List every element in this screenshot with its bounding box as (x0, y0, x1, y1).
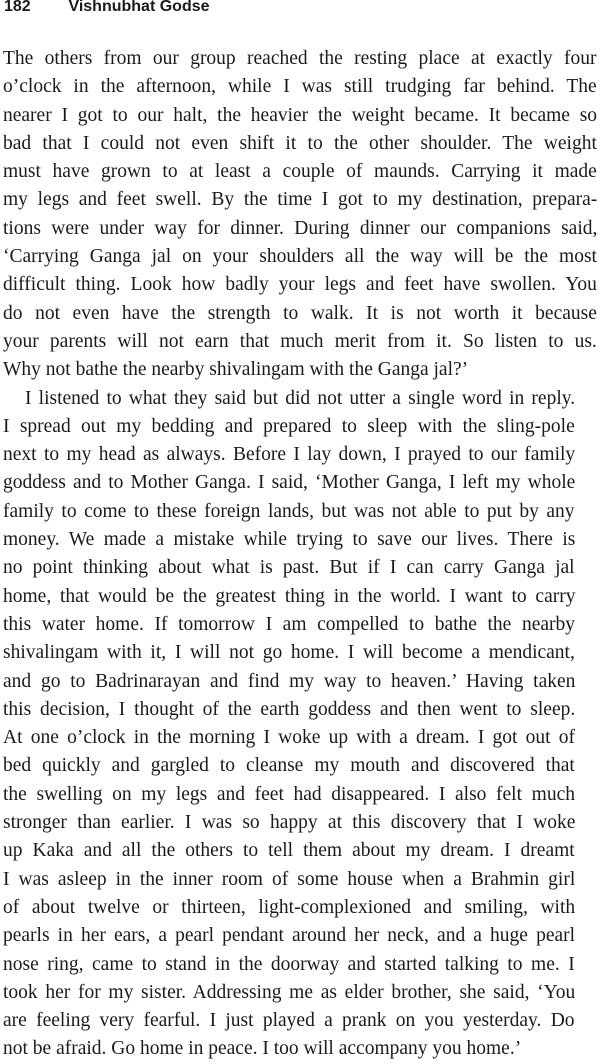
text-line: stronger than earlier. I was so happy at this discovery that I woke (3, 812, 576, 834)
text-line: of about twelve or thirteen, light-complexioned and smiling, with (3, 896, 576, 918)
text-line: home, that would be the greatest thing in the world. I want to carry (3, 585, 576, 607)
text-line: next to my head as always. Before I lay down, I prayed to our family (3, 444, 576, 466)
running-head-author: Vishnubhat Godse (68, 0, 210, 15)
text-line: I listened to what they said but did not utter a single word in reply. (25, 387, 576, 409)
text-line: up Kaka and all the others to tell them about my dream. I dreamt (3, 840, 575, 862)
paragraph-1 (3, 45, 597, 385)
running-head (4, 0, 210, 17)
text-line: I was asleep in the inner room of some house when a Brahmin girl (3, 868, 576, 890)
text-line: not be afraid. Go home in peace. I too will accompany you home.’ (3, 1038, 522, 1060)
text-line: tions were under way for dinner. During dinner our companions said, (3, 217, 597, 239)
text-line: The others from our group reached the resting place at exactly four (3, 48, 597, 69)
body-text (3, 45, 597, 1064)
text-line: bad that I could not even shift it to the other shoulder. The weight (3, 132, 597, 154)
text-line: are feeling very fearful. I just played a prank on you yesterday. Do (3, 1010, 575, 1032)
text-line: shivalingam with it, I will not go home. I will become a mendicant, (3, 642, 575, 664)
paragraph-2 (3, 385, 597, 1064)
text-line: no point thinking about what is past. But if I can carry Ganga jal (3, 557, 575, 579)
text-line: Why not bathe the nearby shivalingam with the Ganga jal?’ (3, 359, 469, 381)
text-line: this water home. If tomorrow I am compelled to bathe the nearby (3, 613, 575, 635)
text-line: nearer I got to our halt, the heavier the weight became. It became so (3, 104, 597, 126)
text-line: took her for my sister. Addressing me as elder brother, she said, ‘You (3, 981, 576, 1003)
text-line: the swelling on my legs and feet had disappeared. I also felt much (3, 783, 575, 805)
text-line: family to come to these foreign lands, but was not able to put by any (3, 500, 575, 522)
text-line: goddess and to Mother Ganga. I said, ‘Mother Ganga, I left my whole (3, 472, 576, 494)
text-line: difficult thing. Look how badly your legs and feet have swollen. You (3, 274, 597, 296)
text-line: and go to Badrinarayan and find my way to heaven.’ Having taken (3, 670, 576, 692)
text-line: my legs and feet swell. By the time I got to my destination, prepara- (3, 189, 597, 211)
text-line: ‘Carrying Ganga jal on your shoulders all the way will be the most (3, 246, 597, 268)
text-line: o’clock in the afternoon, while I was still trudging far behind. The (3, 76, 597, 98)
text-line: At one o’clock in the morning I woke up with a dream. I got out of (3, 727, 576, 749)
text-line: money. We made a mistake while trying to save our lives. There is (3, 529, 576, 551)
text-line: do not even have the strength to walk. It is not worth it because (3, 302, 597, 324)
text-line: your parents will not earn that much merit from it. So listen to us. (3, 330, 597, 352)
text-line: I spread out my bedding and prepared to sleep with the sling-pole (3, 415, 575, 437)
text-line: bed quickly and gargled to cleanse my mouth and discovered that (3, 755, 575, 777)
text-line: must have grown to at least a couple of maunds. Carrying it made (3, 161, 597, 183)
text-line: nose ring, came to stand in the doorway and started talking to me. I (3, 953, 575, 975)
text-line: this decision, I thought of the earth goddess and then went to sleep. (3, 698, 576, 720)
page-number: 182 (4, 0, 31, 15)
text-line: pearls in her ears, a pearl pendant around her neck, and a huge pearl (3, 925, 576, 947)
